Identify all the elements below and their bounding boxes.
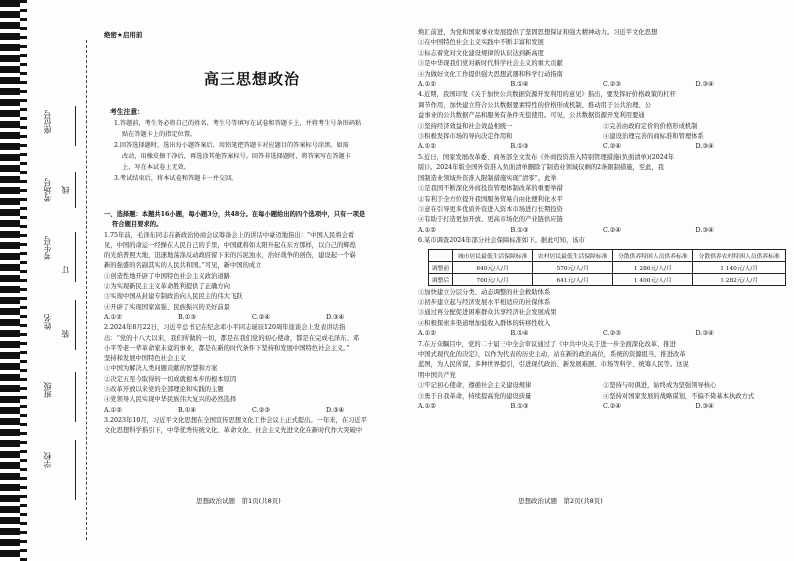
cut-mark-seal: 装 [61,330,70,338]
q7-stem: 7.在万众瞩目中，党的二十届三中全会审议通过了《中共中央关于进一步全面深化改革、推进 [418,340,676,348]
table-cell: 700元/人/月 [453,273,533,285]
cut-dashed-line [86,40,87,540]
table-cell: 1 400元/人/月 [613,273,693,285]
table-header-cell: 分散供养农村特困人员供养标准 [693,249,786,261]
left-column-body [104,210,400,437]
table-header-cell: 农村居民最低生活保障标准 [533,249,613,261]
table-cell: 1 282元/人/月 [693,273,786,285]
page-footer-right: 思想政治试题 第2页(共8页) [518,497,603,505]
q7-item: ③勇于自我革命，持续提高党的建设质量 [418,392,532,400]
option-c[interactable]: C.②④ [252,313,270,321]
option-d[interactable]: D.③④ [695,226,714,234]
cut-mark-bind: 订 [61,266,70,274]
option-b[interactable]: B.①④ [510,81,529,89]
q1-stem: 1.75年前，毛泽东同志在新政治协商会议筹备会上的讲话中豪迈地指出：“中国人民将会看 [104,231,355,239]
option-d[interactable]: D.③④ [326,406,345,414]
q5-item: ②有利于全方位提升我国服务贸易自由化便利化水平 [418,195,563,203]
seat-label: 座位号 [43,110,52,134]
option-c[interactable]: C.②④ [603,226,621,234]
table-cell: 570元/人/月 [533,261,613,273]
school-label: 学校 [43,452,52,468]
table-cell: 调整前 [429,261,453,273]
q7-options [418,402,788,412]
option-b[interactable]: B.①④ [178,406,196,414]
q1-stem: 的光焰普照大地，迅速地荡涤反动政府留下来的污泥浊水，治好战争的创伤，建设起一个崭 [104,252,356,260]
q4-options [418,142,788,152]
option-a[interactable]: A.①② [418,226,436,234]
class-label: 班级 [43,382,52,398]
class-line [75,372,76,422]
table-header-cell [429,249,453,261]
option-b[interactable]: B.①③ [178,313,196,321]
option-a[interactable]: A.①② [104,313,122,321]
q5-stem: 5.近日，国家发展改革委、商务部全文发布《外商投资准入特别管理措施(负面清单)(2024年 [418,153,675,161]
table-cell: 641元/人/月 [533,273,613,285]
q6-stem: 6.某市调查2024年部分社会保障标准如下。据此可知，该市 [418,237,585,245]
option-b[interactable]: B.①③ [510,403,529,410]
table-cell: 640元/人/月 [453,261,533,273]
q3-item: ②标志着党对文化建设规律的认识达到新高度 [418,49,544,57]
option-c[interactable]: C.②④ [603,403,621,410]
q7-stem: 明中国共产党 [418,371,456,379]
table-row [429,273,786,285]
q1-item: ③实现中国从封建专制政治向人民民主的伟大飞跃 [104,293,243,301]
exam-title: 高三思想政治 [203,70,300,88]
option-d[interactable]: D.③④ [695,143,714,151]
notice-line: 3.考试结束后，将本试卷和答题卡一并交回。 [114,175,238,182]
q3-item: ③是中华现我们党对新时代科学社会主义的重大贡献 [418,60,563,68]
page-footer-left: 思想政治试题 第1页(共8页) [196,497,281,505]
q2-item: ③改革开放以来党的全部理论和实践的主题 [104,386,224,394]
option-c[interactable]: C.②④ [603,143,621,151]
q7-stem: 蓝图，为人民所谋，多种世界提引，引进现代政治、新发展难题、市场等科学、统筹人民等。这说 [418,361,689,369]
q2-item: ②决定五至今取得的一切成就根本步的根本原因 [104,375,237,383]
q7-items-row1 [418,381,788,391]
q4-stem: 益事业的公共数据产品和服务有条件无偿使用。可见，公共数据资源开发利用要通 [418,112,645,120]
seat-line [75,106,76,146]
q3-item: ④为做好文化工作提供强大思想武器和科学行动指南 [418,70,563,78]
q1-options [104,313,400,323]
q6-item: ②初步建立起与经济发展水平相适应的社保体系 [418,298,551,306]
q4-items-row2 [418,132,788,142]
q6-options [418,329,788,339]
name-line [75,300,76,350]
q5-stem: 版)》。2024年版全国外资准入负面清单删除了制造业领域仅剩的2条限制措施，至此，我 [418,164,665,172]
social-security-table [428,249,786,286]
table-cell: 调整后 [429,273,453,285]
notice-line: 改动，用橡皮擦干净后，再选涂其他答案标号。回答非选择题时，将答案写在答题卡 [122,153,351,160]
option-d[interactable]: D.③④ [695,330,714,338]
binding-sidebar [0,0,92,561]
option-d[interactable]: D.③④ [695,403,714,410]
barcode-strip [0,0,20,561]
exam-no-line [75,232,76,282]
option-b[interactable]: B.①③ [510,226,529,234]
q7-item: ④坚持对国家发展的战略谋划，不偏不倚基本执政方式 [603,392,755,400]
q4-item: ③积极发挥市场的导向决定作用和 [418,133,513,141]
table-header-row [429,249,786,261]
q5-options [418,226,788,236]
option-c[interactable]: C.②③ [603,81,621,89]
q2-item: ④党领导人民实现中华民族伟大复兴的必然选择 [104,396,237,404]
table-header-cell: 城市居民最低生活保障标准 [453,249,533,261]
q5-item: ③意在引导更多优质外资进入资本市场进行长期投资 [418,205,563,213]
notice-line: 上，写在本试卷上无效。 [122,164,191,171]
q3-stem: 文化思想科学指引下，中华优秀传统文化、革命文化、社会主义先进文化在新时代作大突破中 [104,427,363,435]
option-d[interactable]: D.③④ [695,81,714,89]
option-a[interactable]: A.①② [418,330,436,338]
q3-stem: 3.2023年10月，习近平文化思想在全国宣传思想文化工作会议上正式提出。一年来，在习近平 [104,416,368,424]
cut-mark-line: 线 [61,186,70,194]
q6-item: ③通过再分配促进困难群众共享经济社会发展成果 [418,309,557,317]
q5-item: ④有助于打造更加开放、更高市场化的产业链供应链 [418,216,563,224]
table-row [429,261,786,273]
table-header-cell: 分散供养特困人员供养标准 [613,249,693,261]
notice-line: 贴在答题卡上的指定位置。 [122,131,197,138]
section-heading: 一、选择题：本题共16小题，每小题3分，共48分。在每小题给出的四个选项中，只有一项是 [104,211,366,218]
option-c[interactable]: C.②③ [252,406,270,414]
option-b[interactable]: B.①④ [510,330,529,338]
q4-item: ②完善由政府定价的价格形成机制 [603,122,698,130]
q7-items-row2 [418,392,788,402]
q2-item: ①中国为解决人类问题贡献的智慧和方案 [104,365,218,373]
q7-item: ②坚持与时俱进，始终成为坚强领导核心 [603,382,717,390]
q4-stem: 4.近期，我国印发《关于加快公共数据资源开发利用的意见》指出，要发挥好价格政策的杠杆 [418,91,676,99]
q4-stem: 调节作用，加快建立符合公共数据要素特性的价格形成机制，推动用于公共治理、公 [418,101,651,109]
option-a[interactable]: A.①② [418,403,436,410]
table-cell: 1 280元/人/月 [613,261,693,273]
exam-room-line [75,172,76,208]
school-line [75,440,76,500]
q3-stem: 焕汇前进，为党和国家事业发展提供了坚固思想保证和强大精神动力。习近平文化思想 [418,29,658,36]
exam-room-label: 考场号 [43,178,52,202]
q1-stem: 见，中国的命运一经操在人民自己的手里，中国就将如太阳升起在东方那样，以自己的辉煌 [104,241,356,249]
name-label: 姓名 [43,314,52,330]
q6-item: ①加快建立分层分类、动态调整的社会救助体系 [418,288,551,296]
option-c[interactable]: C.②③ [603,330,621,338]
notice-block [114,118,398,184]
q3-options [418,80,788,90]
q7-item: ①牢记初心使命，遵循社会主义建设规律 [418,382,532,390]
q1-item: ①创造性地开辟了中国特色社会主义政治道路 [104,272,230,280]
q2-stem: 2.2024年8月22日，习近平总书记在纪念邓小平同志诞辰120周年座谈会上发表讲话指 [104,324,346,332]
q2-stem: 小平等老一辈革命家未竟的事业，都是在新的时代条件下坚持和发展中国特色社会主义。” [104,344,350,352]
q1-stem: 新的强盛的名副其实的人民共和国。”可见，新中国的成立 [104,262,262,270]
section-heading-cont: 符合题目要求的。 [112,221,163,229]
option-a[interactable]: A.①② [418,143,436,151]
q1-item: ②为实现新民主主义革命胜利提供了正确方向 [104,283,230,291]
q1-item: ④开辟了实现国家富强、民族振兴的美好前景 [104,303,230,311]
option-d[interactable]: D.③④ [326,313,345,321]
q2-stem: 坚持和发展中国特色社会主义 [104,355,186,363]
q3-item: ①在中国特色社会主义实践中不断丰富和发展 [418,39,544,47]
notice-heading: 考生注意： [110,108,144,116]
right-column-body [418,28,788,412]
notice-line: 1.答题前，考生务必将自己的姓名、考生号等填写在试卷和答题卡上，并将考生号条形码粘 [114,120,362,127]
q7-stem: 中国式现代化的决定》，以作为代表的历史主动，站在新的政治高位，系统的资源组当，推进改革 [418,350,686,358]
option-b[interactable]: B.①③ [510,143,529,151]
option-a[interactable]: A.①② [418,81,436,89]
q2-options [104,406,400,416]
option-a[interactable]: A.①② [104,406,122,414]
q4-items-row1 [418,122,788,132]
q6-item: ④积极探索多渠道增加低收入群体的转移性收入 [418,319,551,327]
q5-stem: 国制造业领域外资准入限制措施实现“清零”。此举 [418,174,557,182]
q2-stem: 出：“党的十八大以来，我们所做的一切，都是在我们党的初心使命，都是在完成毛泽东、邓 [104,334,360,342]
q4-item: ④建设治理完善的商标准和管理体系 [603,133,704,141]
exam-no-label: 考生号 [43,236,52,260]
q4-item: ①坚持经济效益和社会效益相统一 [418,122,513,130]
notice-line: 2.回答选择题时，选出每小题答案后，用铅笔把答题卡对应题目的答案标号涂黑。如需 [114,142,349,149]
table-cell: 1 140元/人/月 [693,261,786,273]
q5-item: ①是我国不断深化外商投资管理体制改革的重要举措 [418,185,563,193]
barcode-strip-thin [20,0,27,561]
secret-mark: 绝密★启用前 [104,31,143,39]
